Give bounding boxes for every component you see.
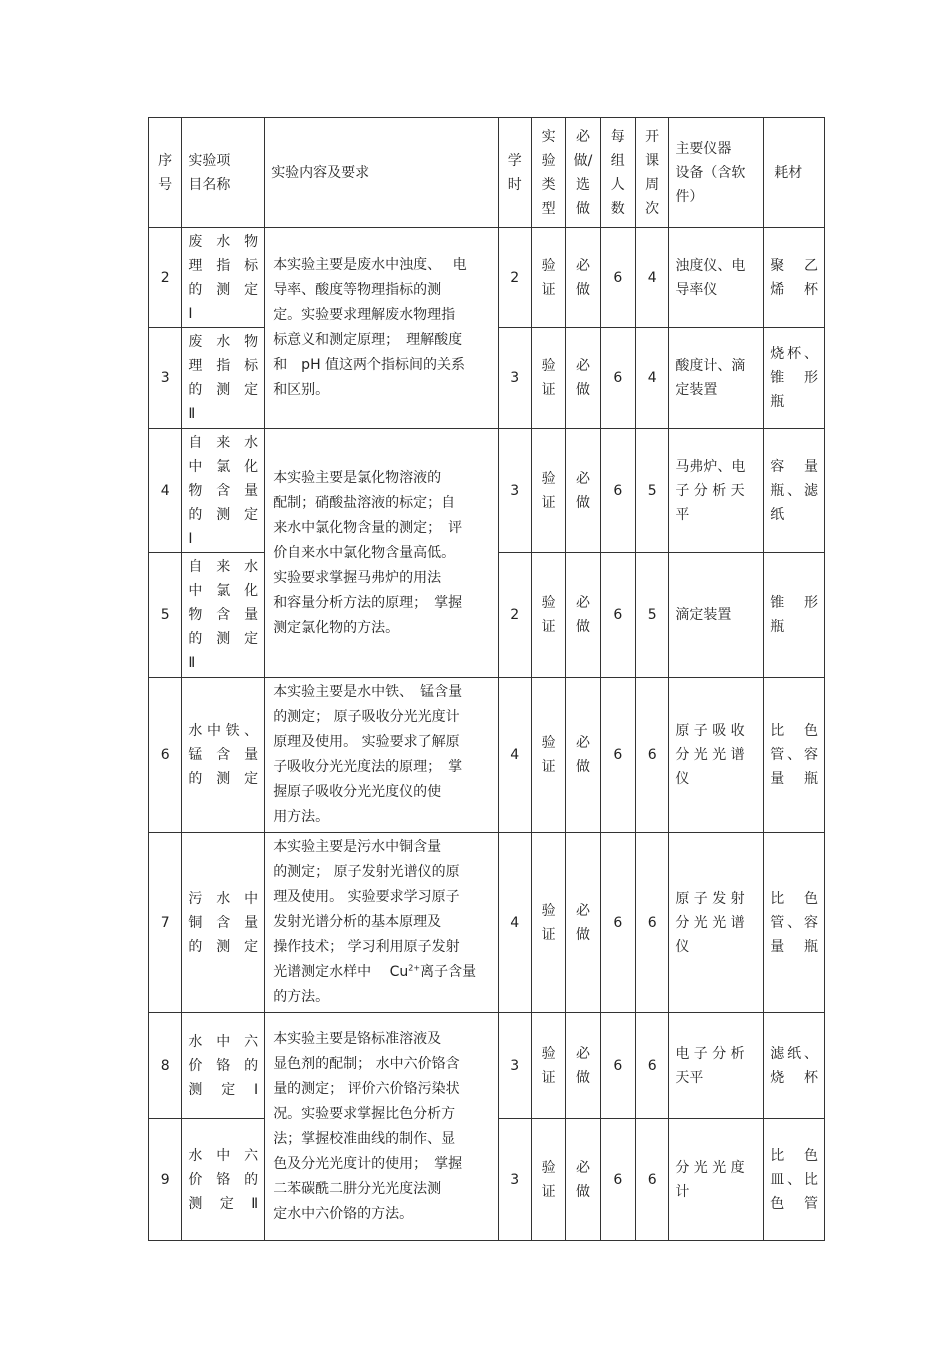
row-hours: 2 — [498, 228, 531, 328]
experiment-table — [148, 117, 825, 1241]
row-equipment: 浊度仪、电 导率仪 — [669, 228, 764, 328]
row-consumables: 锥 形 瓶 — [764, 553, 825, 678]
row-content: 本实验主要是水中铁、 锰含量 的测定； 原子吸收分光光度计 原理及使用。 实验要求了解原 子吸收分光光度法的原理； 掌 握原子吸收分光光度仪的使 用方法。 — [265, 678, 498, 833]
row-group: 6 — [600, 328, 635, 429]
row-no: 7 — [149, 833, 182, 1013]
row-type: 验 证 — [531, 1119, 565, 1241]
row-equipment: 原 子 吸 收 分 光 光 谱 仪 — [669, 678, 764, 833]
row-type: 验 证 — [531, 678, 565, 833]
row-hours: 4 — [498, 678, 531, 833]
row-type: 验 证 — [531, 1013, 565, 1119]
row-week: 5 — [635, 553, 668, 678]
table-row — [149, 833, 825, 1013]
header-consumables: 耗材 — [764, 118, 825, 228]
row-required: 必 做 — [566, 429, 600, 553]
row-group: 6 — [600, 429, 635, 553]
row-equipment: 电 子 分 析 天平 — [669, 1013, 764, 1119]
row-no: 8 — [149, 1013, 182, 1119]
row-content: 本实验主要是氯化物溶液的 配制；硝酸盐溶液的标定；自 来水中氯化物含量的测定； 评 价自来水中氯化物含量高低。 实验要求掌握马弗炉的用法 和容量分析方法的原理； 掌握 测定氯化物的方法。 — [265, 429, 498, 678]
row-required: 必 做 — [566, 1013, 600, 1119]
row-equipment: 马弗炉、电 子 分 析 天 平 — [669, 429, 764, 553]
row-no: 2 — [149, 228, 182, 328]
row-name: 自 来 水 中 氯 化 物 含 量 的 测 定 Ⅰ — [182, 429, 265, 553]
row-name: 水中铁、 锰 含 量 的测定 — [182, 678, 265, 833]
row-week: 5 — [635, 429, 668, 553]
row-required: 必 做 — [566, 678, 600, 833]
row-consumables: 烧杯、 锥 形 瓶 — [764, 328, 825, 429]
row-hours: 4 — [498, 833, 531, 1013]
row-content — [265, 833, 498, 1013]
row-equipment: 原 子 发 射 分 光 光 谱 仪 — [669, 833, 764, 1013]
row-group: 6 — [600, 228, 635, 328]
row-name: 自 来 水 中 氯 化 物 含 量 的 测 定 Ⅱ — [182, 553, 265, 678]
row-hours: 3 — [498, 1119, 531, 1241]
header-type: 实 验 类 型 — [531, 118, 565, 228]
row-week: 4 — [635, 228, 668, 328]
content-text: 离子含量 的方法。 — [273, 964, 477, 1005]
row-group: 6 — [600, 833, 635, 1013]
row-consumables: 比 色 管、容 量瓶 — [764, 833, 825, 1013]
row-consumables: 比 色 皿、比 色管 — [764, 1119, 825, 1241]
row-type: 验 证 — [531, 328, 565, 429]
header-content: 实验内容及要求 — [265, 118, 498, 228]
row-hours: 2 — [498, 553, 531, 678]
row-content: 本实验主要是废水中浊度、 电 导率、酸度等物理指标的测 定。实验要求理解废水物理指 标意义和测定原理； 理解酸度 和 pH 值这两个指标间的关系 和区别。 — [265, 228, 498, 429]
row-no: 3 — [149, 328, 182, 429]
row-no: 5 — [149, 553, 182, 678]
row-required: 必 做 — [566, 553, 600, 678]
row-required: 必 做 — [566, 328, 600, 429]
table-row — [149, 228, 825, 328]
row-week: 6 — [635, 1119, 668, 1241]
header-hours: 学 时 — [498, 118, 531, 228]
row-name: 废 水 物 理 指 标 的 测 定 Ⅱ — [182, 328, 265, 429]
row-type: 验 证 — [531, 553, 565, 678]
row-no: 4 — [149, 429, 182, 553]
row-name: 水 中 六 价 铬 的 测定Ⅱ — [182, 1119, 265, 1241]
header-week: 开 课 周 次 — [635, 118, 668, 228]
header-equipment: 主要仪器 设备（含软 件） — [669, 118, 764, 228]
row-group: 6 — [600, 553, 635, 678]
row-hours: 3 — [498, 429, 531, 553]
row-group: 6 — [600, 678, 635, 833]
header-seq: 序 号 — [149, 118, 182, 228]
row-week: 6 — [635, 833, 668, 1013]
header-group: 每 组 人 数 — [600, 118, 635, 228]
row-week: 6 — [635, 678, 668, 833]
row-week: 4 — [635, 328, 668, 429]
row-consumables: 比 色 管、容 量瓶 — [764, 678, 825, 833]
row-type: 验 证 — [531, 228, 565, 328]
superscript: 2+ — [408, 963, 421, 973]
row-group: 6 — [600, 1013, 635, 1119]
row-hours: 3 — [498, 1013, 531, 1119]
header-row — [149, 118, 825, 228]
table-row — [149, 1013, 825, 1119]
row-hours: 3 — [498, 328, 531, 429]
row-type: 验 证 — [531, 833, 565, 1013]
row-no: 6 — [149, 678, 182, 833]
content-text: 本实验主要是污水中铜含量 的测定； 原子发射光谱仪的原 理及使用。 实验要求学习原子 发射光谱分析的基本原理及 操作技术； 学习利用原子发射 光谱测定水样中 Cu — [273, 839, 460, 980]
row-equipment: 滴定装置 — [669, 553, 764, 678]
row-required: 必 做 — [566, 228, 600, 328]
row-week: 6 — [635, 1013, 668, 1119]
row-equipment: 酸度计、滴 定装置 — [669, 328, 764, 429]
row-required: 必 做 — [566, 1119, 600, 1241]
row-name: 水 中 六 价 铬 的 测定Ⅰ — [182, 1013, 265, 1119]
table-row — [149, 429, 825, 553]
header-required: 必 做/ 选 做 — [566, 118, 600, 228]
row-no: 9 — [149, 1119, 182, 1241]
row-group: 6 — [600, 1119, 635, 1241]
row-type: 验 证 — [531, 429, 565, 553]
row-name: 污 水 中 铜 含 量 的测定 — [182, 833, 265, 1013]
row-required: 必 做 — [566, 833, 600, 1013]
header-name: 实验项 目名称 — [182, 118, 265, 228]
row-consumables: 滤纸、 烧杯 — [764, 1013, 825, 1119]
row-content: 本实验主要是铬标准溶液及 显色剂的配制； 水中六价铬含 量的测定； 评价六价铬污染状 况。实验要求掌握比色分析方 法；掌握校准曲线的制作、显 色及分光光度计的使用； 掌握 二苯碳酰二肼分光光度法测 定水中六价铬的方法。 — [265, 1013, 498, 1241]
table-row — [149, 678, 825, 833]
row-consumables: 容 量 瓶、滤 纸 — [764, 429, 825, 553]
row-consumables: 聚 乙 烯杯 — [764, 228, 825, 328]
row-name: 废 水 物 理 指 标 的 测 定 Ⅰ — [182, 228, 265, 328]
row-equipment: 分 光 光 度 计 — [669, 1119, 764, 1241]
